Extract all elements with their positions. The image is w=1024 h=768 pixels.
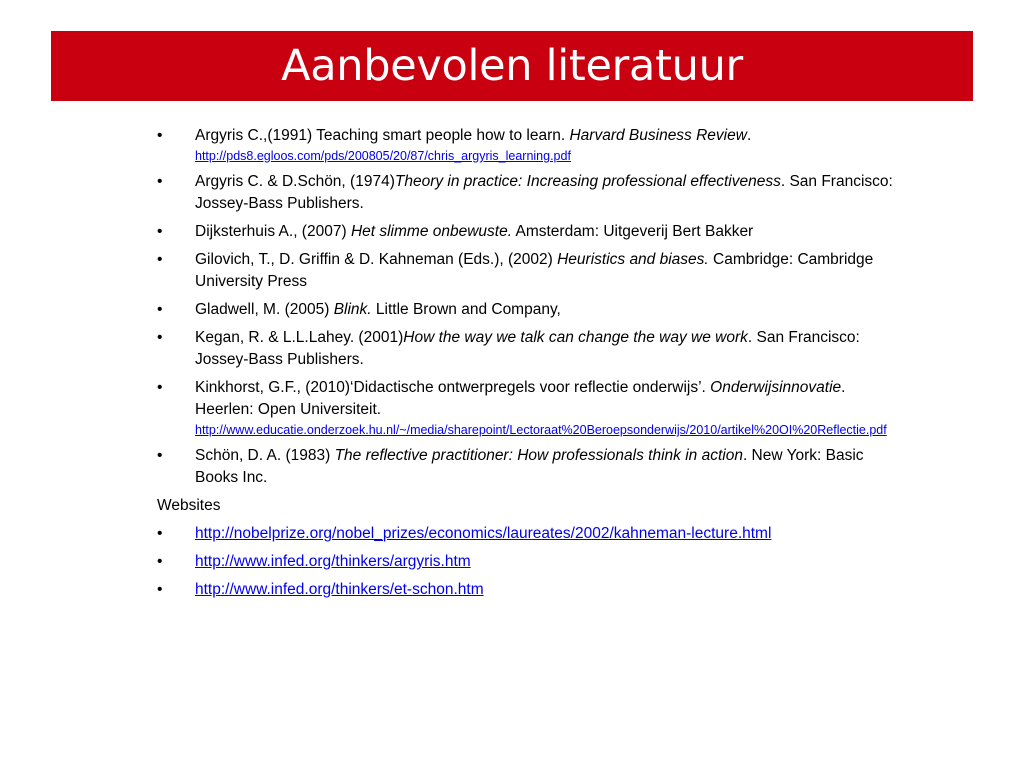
reference-text: Schön, D. A. (1983) The reflective practitioner: How professionals think in action. New York: Basic Books Inc.	[195, 447, 864, 486]
reference-text: Argyris C. & D.Schön, (1974)Theory in practice: Increasing professional effectiveness. San Francisco: Jossey-Bass Publishers.	[195, 173, 893, 212]
website-link[interactable]: http://www.infed.org/thinkers/et-schon.htm	[195, 581, 484, 598]
website-item	[157, 579, 905, 601]
reference-text: Gladwell, M. (2005) Blink. Little Brown and Company,	[195, 301, 561, 318]
website-link[interactable]: http://nobelprize.org/nobel_prizes/economics/laureates/2002/kahneman-lecture.html	[195, 525, 772, 542]
bullet: •	[157, 329, 163, 346]
bullet: •	[157, 251, 163, 268]
reference-item	[157, 377, 905, 439]
reference-link[interactable]: http://www.educatie.onderzoek.hu.nl/~/media/sharepoint/Lectoraat%20Beroepsonderwijs/2010/artikel%20OI%20Reflectie.pdf	[195, 423, 887, 437]
bullet: •	[157, 223, 163, 240]
reference-item	[157, 445, 905, 489]
bullet: •	[157, 581, 163, 598]
reference-text: Argyris C.,(1991) Teaching smart people how to learn. Harvard Business Review.	[195, 127, 752, 144]
bullet: •	[157, 447, 163, 464]
reference-item	[157, 171, 905, 215]
reference-item	[157, 221, 905, 243]
bullet: •	[157, 127, 163, 144]
reference-item	[157, 249, 905, 293]
title-bar	[51, 31, 973, 101]
website-item	[157, 523, 905, 545]
slide-title: Aanbevolen literatuur	[281, 41, 743, 91]
reference-text: Kinkhorst, G.F., (2010)‘Didactische ontwerpregels voor reflectie onderwijs’. Onderwijsinnovatie. Heerlen: Open Universiteit.	[195, 379, 846, 418]
reference-item	[157, 125, 905, 165]
website-link[interactable]: http://www.infed.org/thinkers/argyris.htm	[195, 553, 471, 570]
bullet: •	[157, 301, 163, 318]
bullet: •	[157, 525, 163, 542]
website-item	[157, 551, 905, 573]
websites-heading: Websites	[157, 497, 221, 514]
reference-text: Kegan, R. & L.L.Lahey. (2001)How the way we talk can change the way we work. San Francisco: Jossey-Bass Publishers.	[195, 329, 860, 368]
bullet: •	[157, 553, 163, 570]
bullet: •	[157, 379, 163, 396]
references-list	[157, 125, 905, 607]
bullet: •	[157, 173, 163, 190]
reference-link[interactable]: http://pds8.egloos.com/pds/200805/20/87/chris_argyris_learning.pdf	[195, 149, 571, 163]
reference-text: Dijksterhuis A., (2007) Het slimme onbewuste. Amsterdam: Uitgeverij Bert Bakker	[195, 223, 754, 240]
reference-item	[157, 327, 905, 371]
reference-item	[157, 299, 905, 321]
reference-text: Gilovich, T., D. Griffin & D. Kahneman (Eds.), (2002) Heuristics and biases. Cambridge: Cambridge University Press	[195, 251, 874, 290]
